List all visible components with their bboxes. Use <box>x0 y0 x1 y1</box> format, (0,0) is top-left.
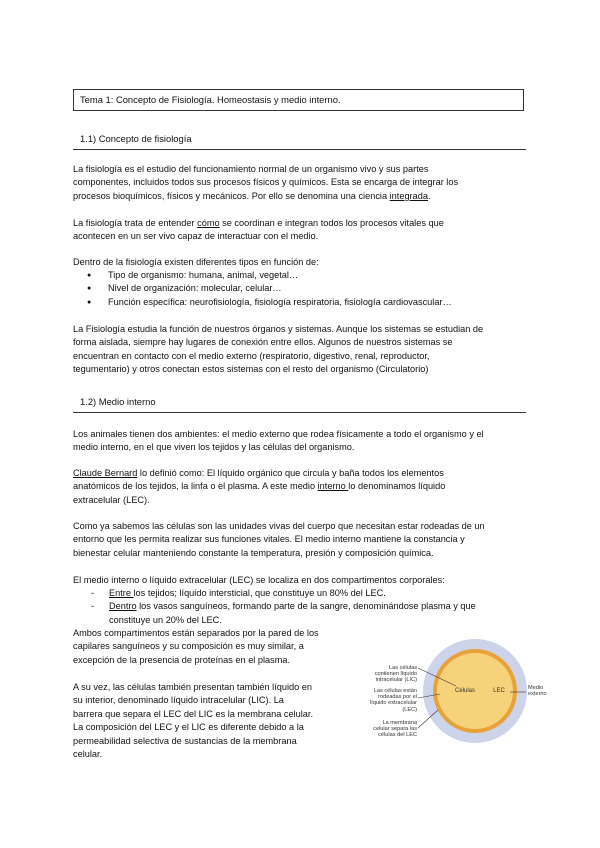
label-line: La membrana <box>382 720 417 726</box>
text-line: Ambos compartimentos están separados por la pared de los <box>73 628 319 638</box>
label-line: células del LEC <box>378 732 417 739</box>
label-line: celular separa las <box>373 726 417 733</box>
label-line: Medio <box>528 685 544 691</box>
text-line: acontecen en un ser vivo capaz de interactuar con el medio. <box>73 231 319 242</box>
text-line: capilares sanguíneos y su composición es muy similar, a <box>73 641 304 652</box>
list-item <box>73 587 528 600</box>
text-line: su interior, denominado líquido intracelular (LIC). La <box>73 695 284 706</box>
types-list <box>73 269 452 309</box>
text-line: Como ya sabemos las células son las unidades vivas del cuerpo que necesitan estar rodeadas de un <box>73 521 485 531</box>
paragraph-definition <box>73 163 528 203</box>
text-line: La fisiología es el estudio del funcionamiento normal de un organismo vivo y sus partes <box>73 164 429 174</box>
list-item: ● Nivel de organización: molecular, celular… <box>73 282 452 295</box>
label-line: externo <box>528 691 547 698</box>
section-divider-2 <box>73 412 526 413</box>
list-item: ● Función específica: neurofisiología, fisiología respiratoria, fisiología cardiovascular… <box>73 296 452 309</box>
text-line: Los animales tienen dos ambientes: el medio externo que rodea físicamente a todo el organismo y el <box>73 429 484 439</box>
document-title: Tema 1: Concepto de Fisiología. Homeostasis y medio interno. <box>73 89 524 111</box>
cell-label: Células <box>454 688 475 694</box>
paragraph-systems <box>73 323 528 377</box>
underlined-term: Dentro <box>109 601 137 612</box>
paragraph-cells <box>73 520 528 560</box>
paragraph-coordination <box>73 217 528 244</box>
text-span: anatómicos de los tejidos, la linfa o el plasma. A este medio <box>73 481 318 492</box>
text-line: A su vez, las células también presentan también líquido en <box>73 682 313 692</box>
text-line <box>73 190 528 203</box>
outside-label <box>528 685 558 697</box>
paragraph-compartments: El medio interno o líquido extracelular (LEC) se localiza en dos compartimentos corporales: <box>73 575 445 585</box>
text-line: La Fisiología estudia la función de nuestros órganos y sistemas. Aunque los sistemas se estudian de <box>73 324 484 334</box>
paragraph-bernard <box>73 467 528 507</box>
label-line: intracelular (LIC) <box>375 677 417 684</box>
paragraph-environments <box>73 428 528 455</box>
underlined-term: interno <box>317 481 349 492</box>
section-heading-1: 1.1) Concepto de fisiología <box>80 133 192 144</box>
text-line: La composición del LEC y el LIC es diferente debido a la <box>73 722 304 733</box>
section-divider-1 <box>73 149 526 150</box>
lec-label: LEC <box>493 688 505 694</box>
label-line: Las células están <box>373 688 417 694</box>
underlined-term: cómo <box>197 218 220 228</box>
text-line <box>73 217 528 230</box>
label-lic <box>360 665 417 684</box>
text-line: encuentran en contacto con el medio externo (respiratorio, digestivo, renal, reproductor, <box>73 350 430 361</box>
text-line: forma aislada, siempre hay lugares de conexión entre ellos. Algunos de nuestros sistemas se <box>73 337 453 348</box>
list-item <box>73 600 528 627</box>
section-heading-2: 1.2) Medio interno <box>80 396 156 407</box>
text-line <box>73 480 528 493</box>
text-line: extracelular (LEC). <box>73 494 150 505</box>
paragraph-types-intro: Dentro de la fisiología existen diferentes tipos en función de: <box>73 257 319 267</box>
underlined-term: integrada <box>389 190 428 201</box>
text-line: entorno que les permita realizar sus funciones vitales. El medio interno mantiene la constancia y <box>73 534 465 545</box>
text-line: celular. <box>73 749 103 760</box>
text-span: procesos bioquímicos, físicos y mecánicos. Por ello se denomina una ciencia <box>73 190 390 201</box>
list-item: ● Tipo de organismo: humana, animal, vegetal… <box>73 269 452 282</box>
label-line: contienen líquido <box>374 671 417 678</box>
text-line <box>73 467 528 480</box>
label-lec <box>360 688 417 713</box>
text-line: bienestar celular manteniendo constante la temperatura, presión y composición química. <box>73 547 434 558</box>
paragraph-lic <box>73 681 353 761</box>
text-line: componentes, incluidos todos sus procesos físicos y químicos. Esta se encarga de integrar los <box>73 177 459 188</box>
text-span: los tejidos; líquido intersticial, que constituye un 80% del LEC. <box>133 588 386 598</box>
compartments-list <box>73 587 528 627</box>
text-span: los vasos sanguíneos, formando parte de la sangre, denominándose plasma y que <box>136 601 476 612</box>
label-membrane <box>360 720 417 739</box>
text-span: se coordinan e integran todos los procesos vitales que <box>219 218 444 228</box>
underlined-term: Entre <box>109 588 134 598</box>
paragraph-separation <box>73 627 353 667</box>
text-line: tegumentario) y otros conectan estos sistemas con el resto del organismo (Circulatorio) <box>73 364 429 375</box>
label-line: Las células <box>389 665 417 671</box>
text-line: barrera que separa el LEC del LIC es la membrana celular. <box>73 708 314 719</box>
text-span: lo denominamos líquido <box>348 481 446 492</box>
label-line: rodeadas por el <box>378 694 417 701</box>
text-line: permeabilidad selectiva de sustancias de la membrana <box>73 735 297 746</box>
text-span: La fisiología trata de entender <box>73 218 198 228</box>
text-span: constituye un 20% del LEC. <box>109 614 222 625</box>
text-span: . <box>427 190 431 201</box>
text-span: lo definió como: El líquido orgánico que circula y baña todos los elementos <box>137 468 444 478</box>
label-line: líquido extracelular <box>370 700 417 707</box>
cell-diagram <box>360 638 560 748</box>
text-line: medio interno, en el que viven los tejidos y las células del organismo. <box>73 442 355 453</box>
label-line: (LEC) <box>402 706 417 713</box>
text-line: excepción de la presencia de proteínas en el plasma. <box>73 654 291 665</box>
underlined-term: Claude Bernard <box>73 468 138 478</box>
